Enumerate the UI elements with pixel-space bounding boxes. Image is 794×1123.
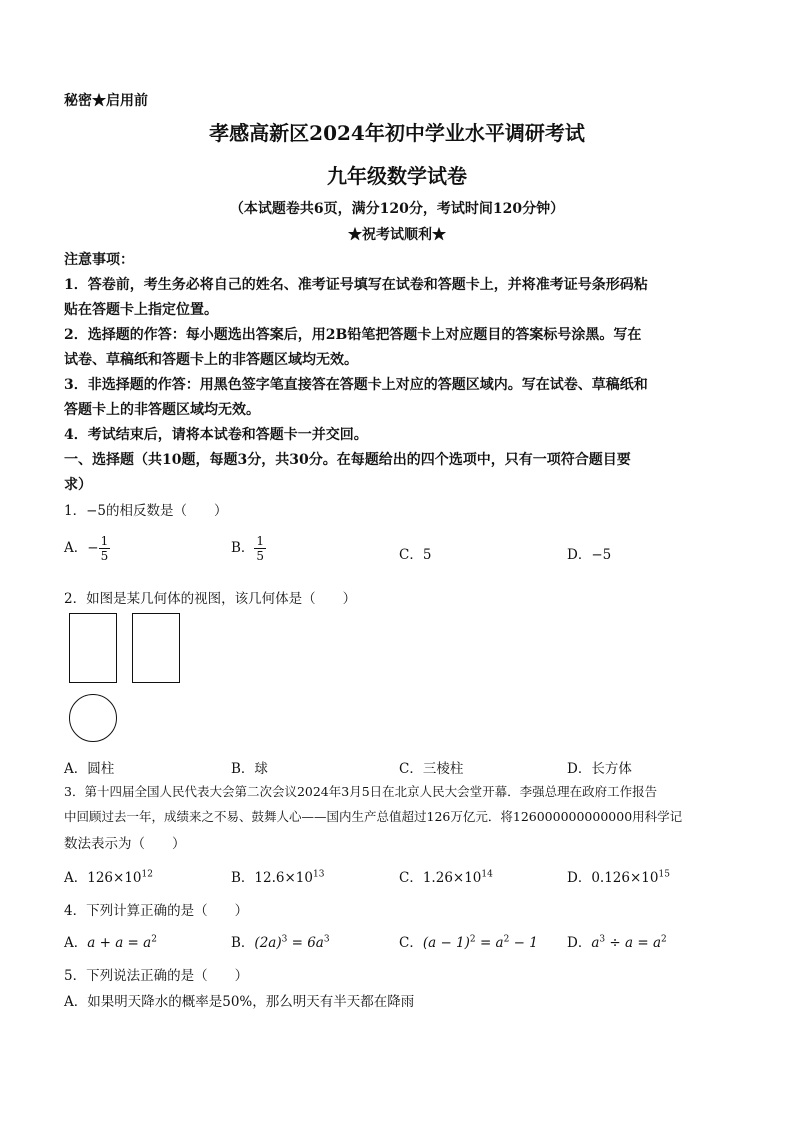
q4-option-c: C．$(a - 1)^2 = a^2 - 1$ — [399, 934, 538, 951]
q3-option-c: C．$1.26\times 10^{14}$ — [399, 869, 493, 886]
notice-heading: 注意事项： — [64, 252, 134, 268]
top-view-circle — [69, 694, 117, 742]
notice-line: 4．考试结束后，请将本试卷和答题卡一并交回。 — [64, 427, 368, 443]
paper-title: 九年级数学试卷 — [327, 164, 467, 188]
notice-line: 2．选择题的作答：每小题选出答案后，用2B铅笔把答题卡上对应题目的答案标号涂黑。写在 — [64, 327, 642, 343]
q4-option-a: A．$a + a = a^2$ — [64, 934, 157, 951]
notice-line: 1．答卷前，考生务必将自己的姓名、准考证号填写在试卷和答题卡上，并将准考证号条形码粘 — [64, 277, 648, 293]
question-5-stem: 5．下列说法正确的是（ ） — [64, 968, 249, 984]
question-4-stem: 4．下列计算正确的是（ ） — [64, 903, 249, 919]
section-heading-cont: 求） — [64, 477, 92, 493]
notice-line: 试卷、草稿纸和答题卡上的非答题区域均无效。 — [64, 352, 358, 368]
front-view-rectangle — [69, 613, 117, 683]
q1-option-b: B． $\frac{1}{5}$ — [231, 534, 265, 563]
question-2-stem: 2．如图是某几何体的视图，该几何体是（ ） — [64, 591, 357, 607]
q1-option-d: D．−5 — [567, 547, 612, 563]
exam-info: （本试题卷共6页，满分120分，考试时间120分钟） — [229, 201, 565, 217]
q2-option-a: A．圆柱 — [64, 761, 115, 777]
question-3-line: 中回顾过去一年，成绩来之不易、鼓舞人心——国内生产总值超过126万亿元．将126000000000000用科学记 — [64, 809, 683, 824]
notice-line: 答题卡上的非答题区域均无效。 — [64, 402, 260, 418]
q2-option-b: B．球 — [231, 761, 268, 777]
q3-option-d: D．$0.126\times 10^{15}$ — [567, 869, 670, 886]
q4-option-d: D．$a^3 \div a = a^2$ — [567, 934, 667, 951]
q1-option-c: C．5 — [399, 547, 432, 563]
side-view-rectangle — [132, 613, 180, 683]
q2-option-c: C．三棱柱 — [399, 761, 464, 777]
question-3-line: 数法表示为（ ） — [64, 836, 186, 852]
q2-option-d: D．长方体 — [567, 761, 632, 777]
notice-line: 3．非选择题的作答：用黑色签字笔直接答在答题卡上对应的答题区域内。写在试卷、草稿纸和 — [64, 377, 648, 393]
q5-option-a: A．如果明天降水的概率是50%，那么明天有半天都在降雨 — [64, 994, 415, 1010]
q3-option-b: B．$12.6\times 10^{13}$ — [231, 869, 325, 886]
notice-line: 贴在答题卡上指定位置。 — [64, 302, 218, 318]
good-luck-line: ★祝考试顺利★ — [348, 227, 446, 243]
q4-option-b: B．$(2a)^3 = 6a^3$ — [231, 934, 330, 951]
question-3-line: 3．第十四届全国人民代表大会第二次会议2024年3月5日在北京人民大会堂开幕．李强总理在政府工作报告 — [64, 784, 658, 799]
q3-option-a: A．$126\times 10^{12}$ — [64, 869, 153, 886]
section-heading: 一、选择题（共10题，每题3分，共30分。在每题给出的四个选项中，只有一项符合题目要 — [64, 452, 631, 468]
exam-title: 孝感高新区2024年初中学业水平调研考试 — [209, 121, 585, 145]
q1-option-a: A．− $\frac{1}{5}$ — [64, 534, 109, 563]
question-1-stem: 1．−5的相反数是（ ） — [64, 503, 228, 519]
confidential-mark: 秘密★启用前 — [64, 93, 148, 109]
